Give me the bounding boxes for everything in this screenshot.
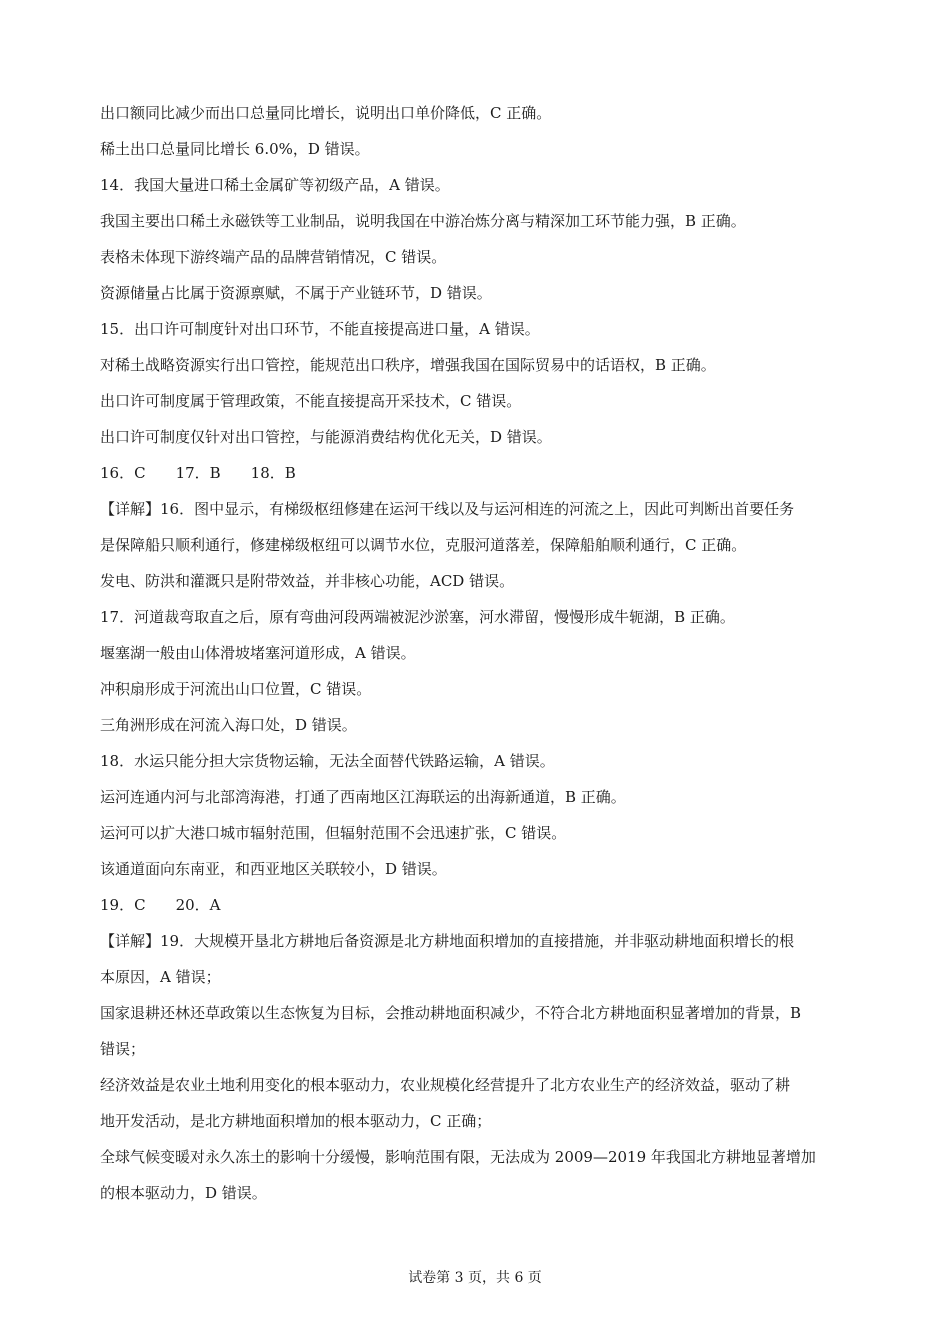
text-line: 运河连通内河与北部湾海港，打通了西南地区江海联运的出海新通道，B 正确。: [100, 788, 626, 806]
page-footer: 试卷第 3 页，共 6 页: [408, 1270, 542, 1286]
text-line: 经济效益是农业土地利用变化的根本驱动力，农业规模化经营提升了北方农业生产的经济效益，驱动了耕: [100, 1076, 791, 1094]
text-line: 是保障船只顺利通行，修建梯级枢纽可以调节水位，克服河道落差，保障船舶顺利通行，C 正确。: [100, 536, 747, 554]
text-line: 出口许可制度属于管理政策，不能直接提高开采技术，C 错误。: [100, 392, 522, 410]
text-line: 【详解】16．图中显示，有梯级枢纽修建在运河干线以及与运河相连的河流之上，因此可判断出首要任务: [100, 500, 795, 518]
text-line: 本原因，A 错误；: [100, 968, 221, 986]
text-line: 资源储量占比属于资源禀赋，不属于产业链环节，D 错误。: [100, 284, 492, 302]
text-line: 地开发活动，是北方耕地面积增加的根本驱动力，C 正确；: [100, 1112, 492, 1130]
answer-key-line: 16．C 17．B 18．B: [100, 464, 296, 482]
text-line: 的根本驱动力，D 错误。: [100, 1184, 267, 1202]
text-line: 对稀土战略资源实行出口管控，能规范出口秩序，增强我国在国际贸易中的话语权，B 正确。: [100, 356, 716, 374]
text-line: 国家退耕还林还草政策以生态恢复为目标，会推动耕地面积减少，不符合北方耕地面积显著增加的背景，B: [100, 1004, 802, 1022]
text-line: 表格未体现下游终端产品的品牌营销情况，C 错误。: [100, 248, 447, 266]
text-line: 堰塞湖一般由山体滑坡堵塞河道形成，A 错误。: [100, 644, 416, 662]
text-line: 17．河道裁弯取直之后，原有弯曲河段两端被泥沙淤塞，河水滞留，慢慢形成牛轭湖，B 正确。: [100, 608, 735, 626]
text-line: 该通道面向东南亚，和西亚地区关联较小，D 错误。: [100, 860, 447, 878]
text-line: 出口许可制度仅针对出口管控，与能源消费结构优化无关，D 错误。: [100, 428, 552, 446]
text-line: 运河可以扩大港口城市辐射范围，但辐射范围不会迅速扩张，C 错误。: [100, 824, 567, 842]
text-line: 15．出口许可制度针对出口环节，不能直接提高进口量，A 错误。: [100, 320, 540, 338]
text-line: 出口额同比减少而出口总量同比增长，说明出口单价降低，C 正确。: [100, 104, 552, 122]
text-line: 错误；: [100, 1040, 146, 1058]
text-line: 冲积扇形成于河流出山口位置，C 错误。: [100, 680, 372, 698]
text-line: 14．我国大量进口稀土金属矿等初级产品，A 错误。: [100, 176, 450, 194]
text-line: 【详解】19．大规模开垦北方耕地后备资源是北方耕地面积增加的直接措施，并非驱动耕地面积增长的根: [100, 932, 795, 950]
text-line: 稀土出口总量同比增长 6.0%，D 错误。: [100, 140, 370, 158]
text-line: 全球气候变暖对永久冻土的影响十分缓慢，影响范围有限，无法成为 2009—2019 年我国北方耕地显著增加: [100, 1148, 816, 1166]
text-line: 我国主要出口稀土永磁铁等工业制品，说明我国在中游冶炼分离与精深加工环节能力强，B 正确。: [100, 212, 746, 230]
text-line: 三角洲形成在河流入海口处，D 错误。: [100, 716, 357, 734]
text-line: 18．水运只能分担大宗货物运输，无法全面替代铁路运输，A 错误。: [100, 752, 555, 770]
answer-content: [100, 95, 860, 1211]
text-line: 发电、防洪和灌溉只是附带效益，并非核心功能，ACD 错误。: [100, 572, 515, 590]
answer-key-line: 19．C 20．A: [100, 896, 221, 914]
